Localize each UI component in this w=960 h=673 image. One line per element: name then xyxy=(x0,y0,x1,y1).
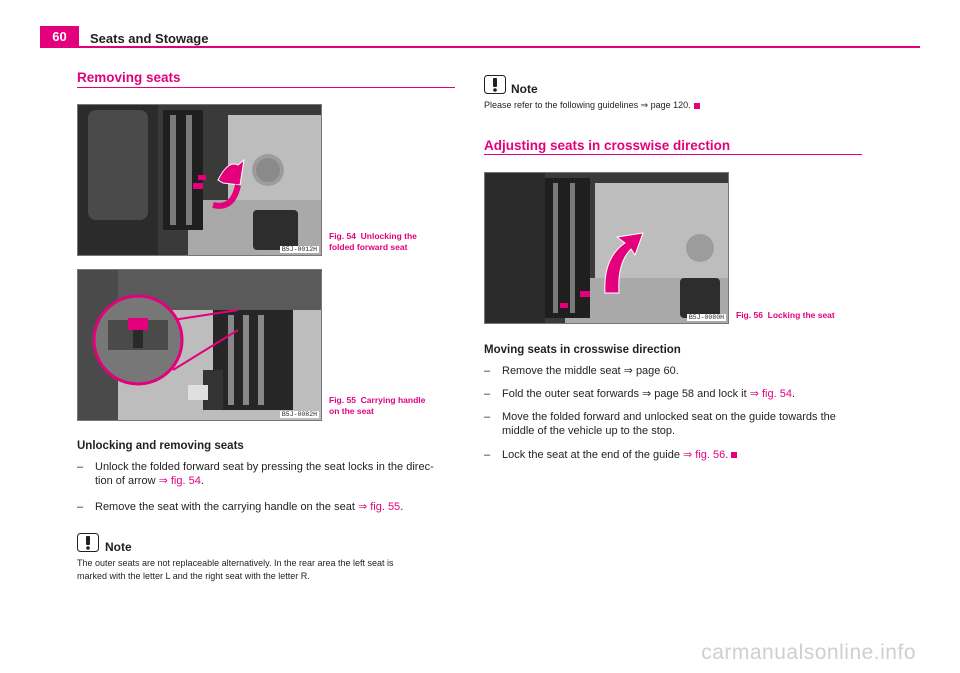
step-tail: . xyxy=(400,501,404,513)
note-text xyxy=(77,557,462,582)
section-title-adjusting: Adjusting seats in crosswise direction xyxy=(484,138,731,153)
fig-54-caption xyxy=(329,231,417,253)
step-item xyxy=(484,364,874,378)
step-text: tion of arrow xyxy=(95,475,159,487)
note-block-right xyxy=(484,75,506,99)
fig-link[interactable]: ⇒ fig. 55 xyxy=(357,501,401,513)
fig-link[interactable]: ⇒ fig. 54 xyxy=(749,388,792,400)
step-text: Fold the outer seat forwards ⇒ page 58 and lock it xyxy=(502,388,750,400)
caption-text: on the seat xyxy=(329,406,374,416)
watermark: carmanualsonline.info xyxy=(701,641,916,664)
fig-54-photo xyxy=(77,104,322,256)
fig-56-caption xyxy=(736,310,835,321)
subheading-moving: Moving seats in crosswise direction xyxy=(484,344,681,356)
caption-number: Fig. 55 xyxy=(329,395,356,405)
end-of-section-square-icon xyxy=(694,103,700,109)
step-tail: . xyxy=(725,449,729,461)
note-line: Please refer to the following guidelines ⇒ page 120. xyxy=(484,100,691,110)
caption-text: Carrying handle xyxy=(360,395,426,405)
note-hand-icon xyxy=(484,75,506,94)
figure-code: B5J-0012H xyxy=(281,246,317,253)
note-block xyxy=(77,533,99,557)
step-dash: – xyxy=(77,461,84,473)
step-item xyxy=(77,460,462,488)
caption-text: folded forward seat xyxy=(329,242,408,252)
figure-code: B5J-0080H xyxy=(688,314,724,321)
note-line: The outer seats are not replaceable alternatively. In the rear area the left seat is xyxy=(77,558,394,568)
step-item xyxy=(484,387,874,401)
step-text: Move the folded forward and unlocked seat on the guide towards the xyxy=(502,411,836,423)
step-text: Remove the seat with the carrying handle on the seat xyxy=(95,501,358,513)
fig-55-caption xyxy=(329,395,425,417)
step-text: Unlock the folded forward seat by pressing the seat locks in the direc- xyxy=(95,461,434,473)
step-dash: – xyxy=(484,449,491,461)
step-tail: . xyxy=(200,475,204,487)
step-dash: – xyxy=(484,365,491,377)
caption-number: Fig. 56 xyxy=(736,310,763,320)
note-hand-icon xyxy=(77,533,99,552)
step-dash: – xyxy=(484,388,491,400)
subheading-unlocking: Unlocking and removing seats xyxy=(77,440,244,452)
fig-link[interactable]: ⇒ fig. 54 xyxy=(158,475,201,487)
figure-code: B5J-0082H xyxy=(281,411,317,418)
caption-text: Unlocking the xyxy=(360,231,417,241)
caption-number: Fig. 54 xyxy=(329,231,356,241)
step-item xyxy=(484,448,874,462)
end-of-section-square-icon xyxy=(731,452,737,458)
section-title-removing-seats: Removing seats xyxy=(77,70,181,85)
step-text: Lock the seat at the end of the guide xyxy=(502,449,684,461)
step-dash: – xyxy=(484,411,491,423)
section-rule xyxy=(77,87,455,88)
fig-56-photo xyxy=(484,172,729,324)
fig-link[interactable]: ⇒ fig. 56 xyxy=(683,449,726,461)
step-dash: – xyxy=(77,501,84,513)
header-rule xyxy=(40,46,920,48)
note-label: Note xyxy=(105,540,132,554)
section-rule xyxy=(484,154,862,155)
note-text xyxy=(484,99,700,112)
step-text: Remove the middle seat ⇒ page 60. xyxy=(502,365,679,377)
note-label: Note xyxy=(511,82,538,96)
step-item xyxy=(484,410,874,438)
page-number: 60 xyxy=(40,26,79,48)
caption-text: Locking the seat xyxy=(767,310,835,320)
fig-55-photo xyxy=(77,269,322,421)
step-text: middle of the vehicle up to the stop. xyxy=(502,425,676,437)
note-line: marked with the letter L and the right seat with the letter R. xyxy=(77,570,310,581)
step-item xyxy=(77,500,462,514)
step-tail: . xyxy=(791,388,796,400)
page-title: Seats and Stowage xyxy=(90,31,209,46)
